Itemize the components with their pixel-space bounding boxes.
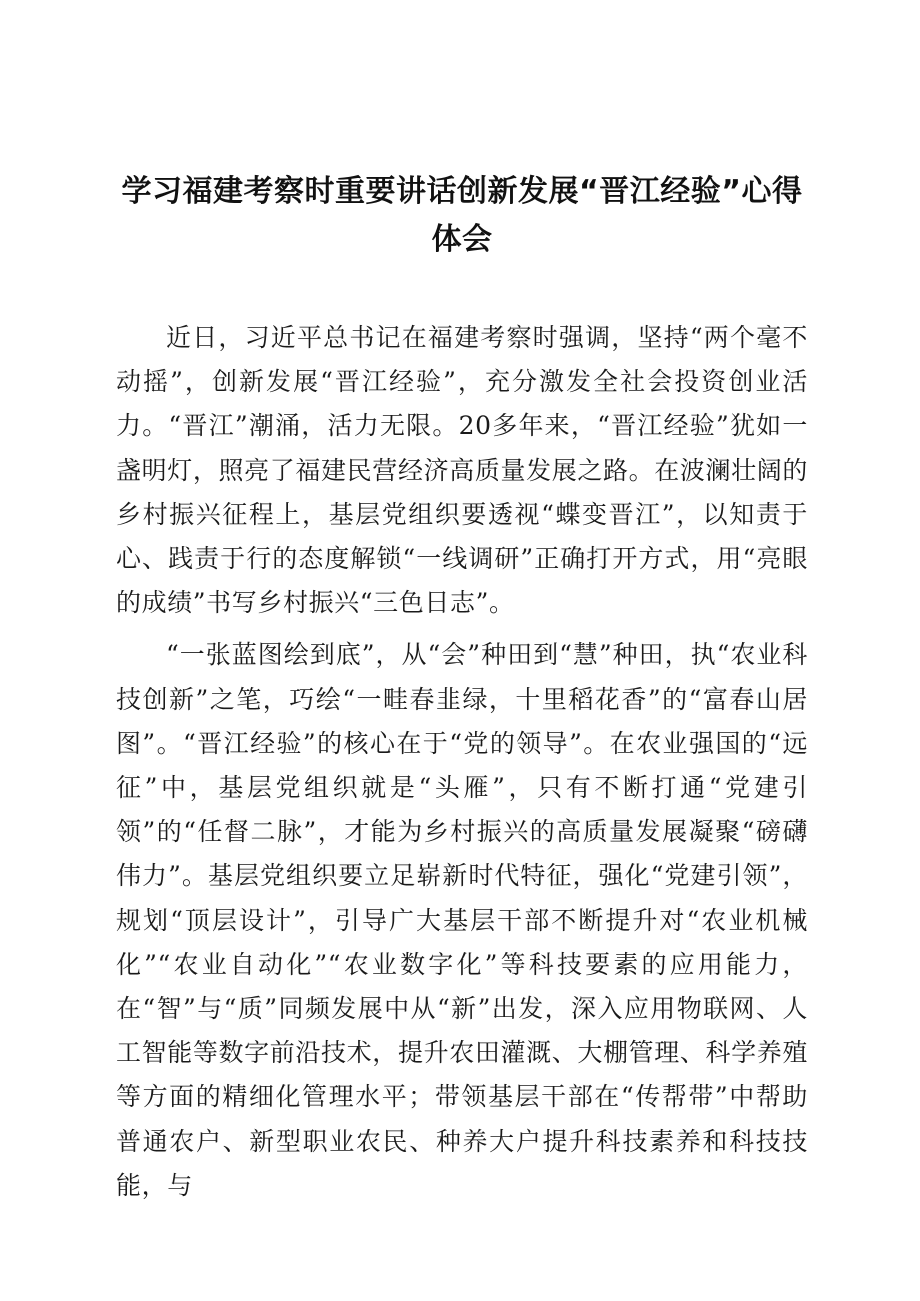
document-title: 学习福建考察时重要讲话创新发展“晋江经验”心得体会 <box>121 174 803 257</box>
body-paragraph-2: “一张蓝图绘到底”，从“会”种田到“慧”种田，执“农业科技创新”之笔，巧绘“一畦春韭绿，十里稻花香”的“富春山居图”。“晋江经验”的核心在于“党的领导”。在农业强国的“远征”中，基层党组织就是“头雁”，只有不断打通“党建引领”的“任督二脉”，才能为乡村振兴的高质量发展凝聚“磅礴伟力”。基层党组织要立足崭新时代特征，强化“党建引领”，规划“顶层设计”，引导广大基层干部不断提升对“农业机械化”“农业自动化”“农业数字化”等科技要素的应用能力，在“智”与“质”同频发展中从“新”出发，深入应用物联网、人工智能等数字前沿技术，提升农田灌溉、大棚管理、科学养殖等方面的精细化管理水平；带领基层干部在“传帮带”中帮助普通农户、新型职业农民、种养大户提升科技素养和科技技能，与 <box>116 640 808 1200</box>
body-paragraph-1: 近日，习近平总书记在福建考察时强调，坚持“两个毫不动摇”，创新发展“晋江经验”，充分激发全社会投资创业活力。“晋江”潮涌，活力无限。20多年来，“晋江经验”犹如一盏明灯，照亮了福建民营经济高质量发展之路。在波澜壮阔的乡村振兴征程上，基层党组织要透视“蝶变晋江”，以知责于心、践责于行的态度解锁“一线调研”正确打开方式，用“亮眼的成绩”书写乡村振兴“三色日志”。 <box>116 323 808 618</box>
